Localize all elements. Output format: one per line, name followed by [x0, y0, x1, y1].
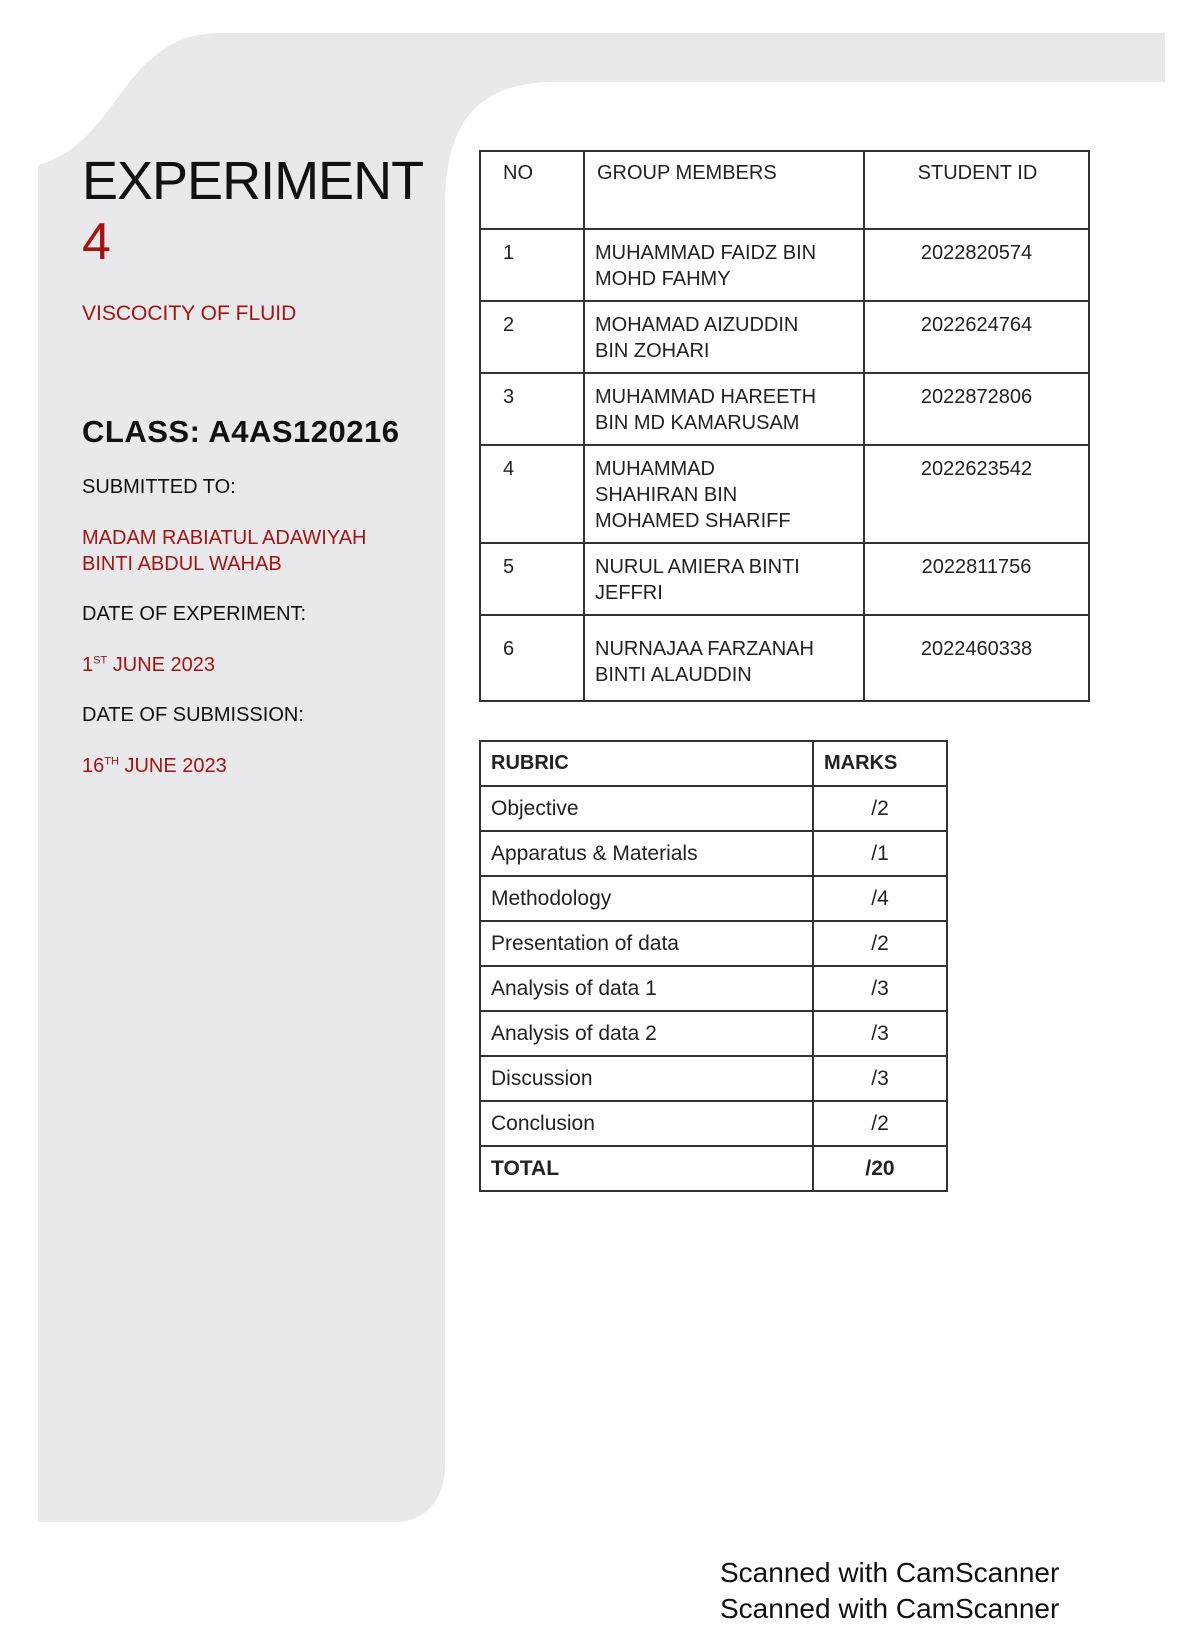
date-experiment-suffix: ST [93, 654, 108, 667]
member-id: 2022624764 [864, 301, 1089, 373]
rubric-total-row [480, 1146, 947, 1191]
rubric-marks: /2 [813, 921, 947, 966]
members-header-row [480, 151, 1089, 229]
member-no: 6 [480, 615, 584, 701]
experiment-subtitle: VISCOCITY OF FLUID [82, 302, 297, 325]
member-no: 4 [480, 445, 584, 543]
member-id: 2022872806 [864, 373, 1089, 445]
member-name-line: JEFFRI [595, 582, 663, 604]
member-name [584, 445, 864, 543]
member-id: 2022811756 [864, 543, 1089, 615]
table-row [480, 615, 1089, 701]
table-row [480, 1101, 947, 1146]
date-experiment-rest: JUNE 2023 [107, 654, 216, 676]
date-submission-day: 16 [82, 755, 105, 777]
table-row [480, 876, 947, 921]
table-row [480, 301, 1089, 373]
rubric-marks: /3 [813, 1011, 947, 1056]
table-row [480, 445, 1089, 543]
header-student-id: STUDENT ID [864, 151, 1089, 229]
total-marks: /20 [813, 1146, 947, 1191]
member-name-line: BINTI ALAUDDIN [595, 664, 752, 686]
rubric-item: Presentation of data [480, 921, 813, 966]
member-name-line: SHAHIRAN BIN [595, 484, 738, 506]
submitted-to-label: SUBMITTED TO: [82, 476, 236, 498]
date-submission-rest: JUNE 2023 [118, 755, 227, 777]
member-no: 1 [480, 229, 584, 301]
member-name-line: BIN ZOHARI [595, 340, 710, 362]
table-row [480, 1056, 947, 1101]
table-row [480, 786, 947, 831]
date-submission-label: DATE OF SUBMISSION: [82, 704, 304, 726]
member-name [584, 373, 864, 445]
experiment-number: 4 [82, 213, 111, 271]
rubric-item: Conclusion [480, 1101, 813, 1146]
member-name [584, 543, 864, 615]
lecturer-name-line1: MADAM RABIATUL ADAWIYAH [82, 527, 367, 549]
member-name-line: MOHAMAD AIZUDDIN [595, 314, 799, 336]
member-name-line: BIN MD KAMARUSAM [595, 412, 800, 434]
table-row [480, 831, 947, 876]
rubric-item: Objective [480, 786, 813, 831]
header-no: NO [480, 151, 584, 229]
rubric-item: Analysis of data 1 [480, 966, 813, 1011]
header-group-members: GROUP MEMBERS [584, 151, 864, 229]
rubric-item: Apparatus & Materials [480, 831, 813, 876]
watermark-line: Scanned with CamScanner [720, 1593, 1060, 1624]
class-line: CLASS: A4AS120216 [82, 414, 400, 449]
rubric-header-row [480, 741, 947, 786]
member-no: 3 [480, 373, 584, 445]
group-members-table [479, 150, 1090, 702]
rubric-item: Methodology [480, 876, 813, 921]
member-name [584, 301, 864, 373]
member-name-line: MOHD FAHMY [595, 268, 731, 290]
header-marks: MARKS [813, 741, 947, 786]
experiment-title: EXPERIMENT [82, 151, 424, 211]
lecturer-name [82, 525, 422, 577]
table-row [480, 373, 1089, 445]
rubric-marks: /3 [813, 966, 947, 1011]
member-name-line: MUHAMMAD [595, 458, 715, 480]
header-rubric: RUBRIC [480, 741, 813, 786]
member-name [584, 615, 864, 701]
member-id: 2022623542 [864, 445, 1089, 543]
member-name-line: NURUL AMIERA BINTI [595, 556, 800, 578]
member-no: 5 [480, 543, 584, 615]
date-experiment-label: DATE OF EXPERIMENT: [82, 603, 307, 625]
date-experiment-value [82, 652, 422, 678]
member-id: 2022820574 [864, 229, 1089, 301]
member-no: 2 [480, 301, 584, 373]
table-row [480, 966, 947, 1011]
table-row [480, 543, 1089, 615]
date-submission-suffix: TH [104, 755, 119, 768]
table-row [480, 921, 947, 966]
rubric-marks: /2 [813, 1101, 947, 1146]
member-name-line: MOHAMED SHARIFF [595, 510, 791, 532]
rubric-marks: /2 [813, 786, 947, 831]
table-row [480, 1011, 947, 1056]
rubric-marks: /4 [813, 876, 947, 921]
member-name-line: MUHAMMAD HAREETH [595, 386, 817, 408]
rubric-item: Analysis of data 2 [480, 1011, 813, 1056]
rubric-marks: /3 [813, 1056, 947, 1101]
camscanner-watermark [720, 1555, 1059, 1627]
member-name-line: NURNAJAA FARZANAH [595, 638, 814, 660]
member-id: 2022460338 [864, 615, 1089, 701]
date-experiment-day: 1 [82, 654, 94, 676]
member-name-line: MUHAMMAD FAIDZ BIN [595, 242, 817, 264]
cover-info [82, 150, 422, 779]
rubric-marks: /1 [813, 831, 947, 876]
table-row [480, 229, 1089, 301]
total-label: TOTAL [480, 1146, 813, 1191]
rubric-table [479, 740, 948, 1192]
watermark-line: Scanned with CamScanner [720, 1557, 1060, 1588]
member-name [584, 229, 864, 301]
lecturer-name-line2: BINTI ABDUL WAHAB [82, 553, 282, 575]
rubric-item: Discussion [480, 1056, 813, 1101]
date-submission-value [82, 753, 422, 779]
